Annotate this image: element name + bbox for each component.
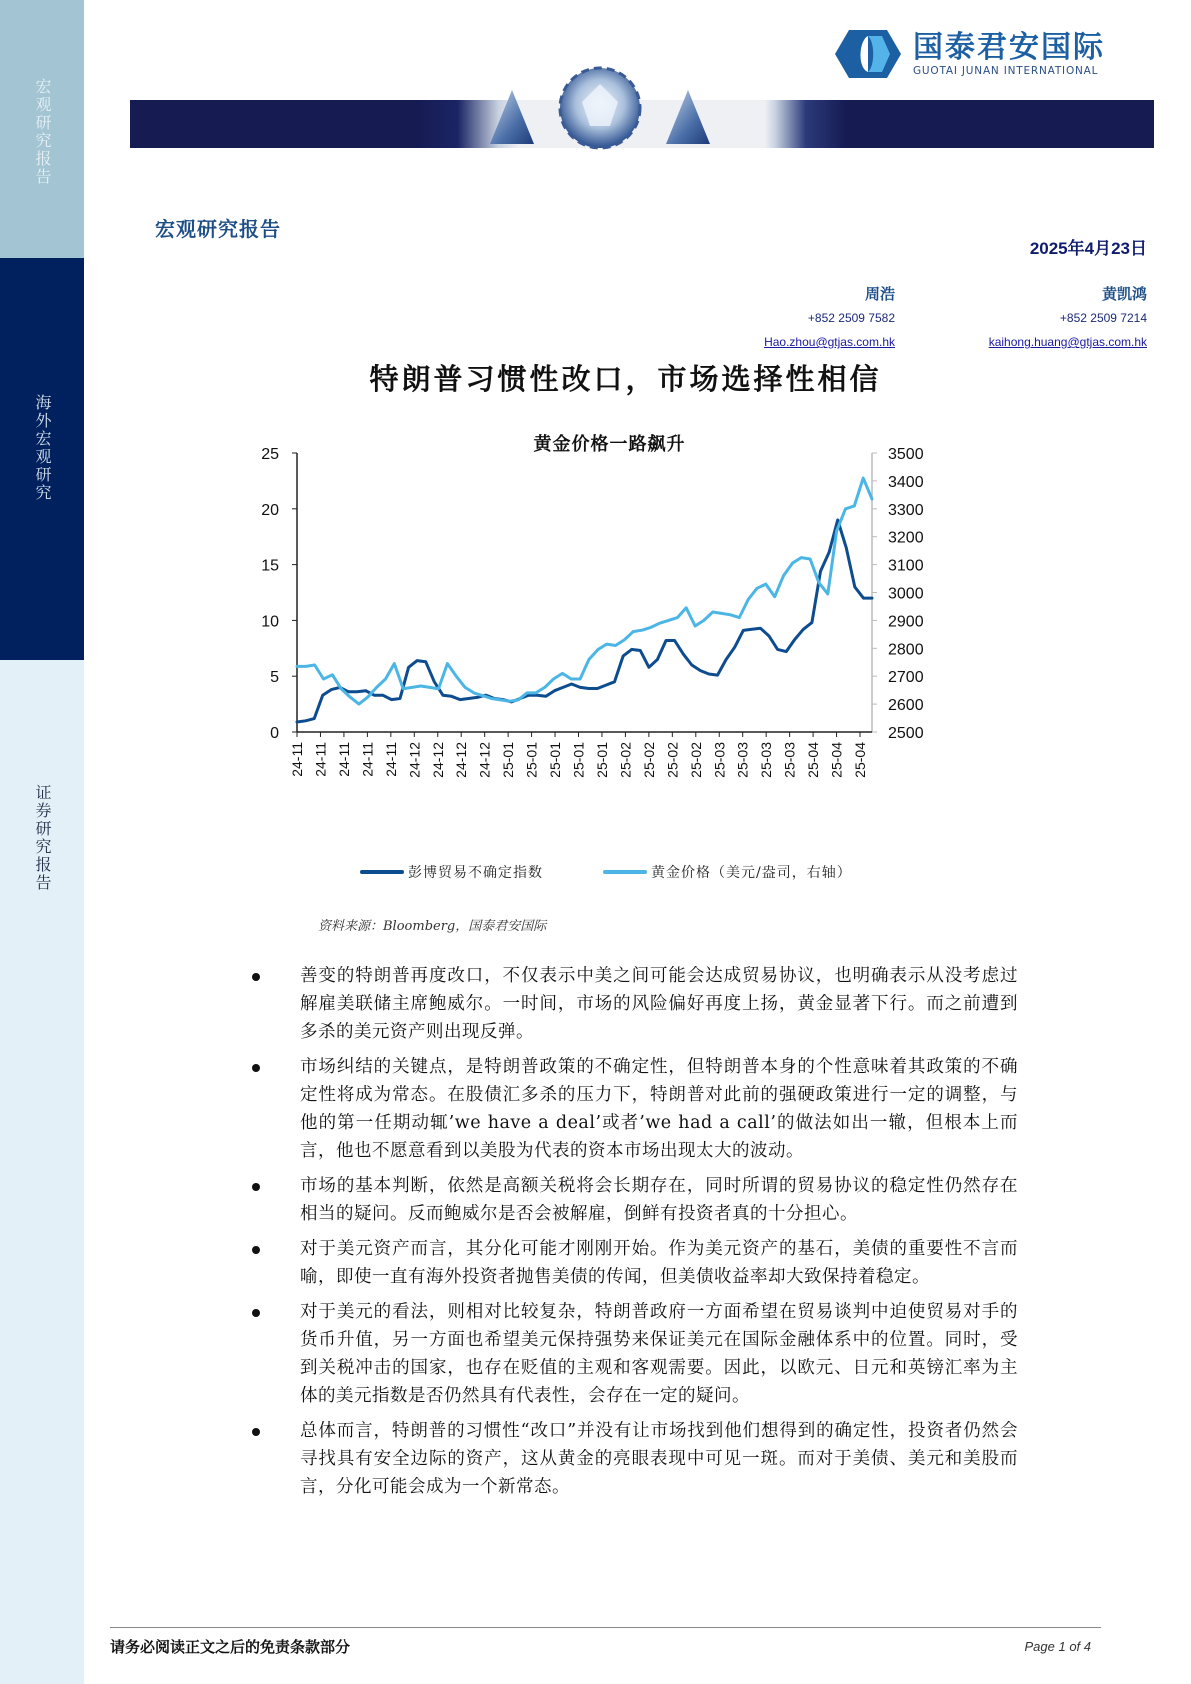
bullet-text: 对于美元的看法，则相对比较复杂，特朗普政府一方面希望在贸易谈判中迫使贸易对手的货币升值，另一方面也希望美元保持强势来保证美元在国际金融体系中的位置。同时，受到关税冲击的国家，也存在贬值的主观和客观需要。因此，以欧元、日元和英镑汇率为主体的美元指数是否仍然具有代表性，会存在一定的疑问。 bbox=[300, 1302, 1018, 1406]
svg-text:0: 0 bbox=[270, 725, 279, 742]
svg-text:2900: 2900 bbox=[888, 613, 924, 631]
svg-text:25-03: 25-03 bbox=[781, 742, 798, 778]
trade-uncertainty-line bbox=[297, 520, 872, 722]
svg-text:2500: 2500 bbox=[888, 725, 924, 742]
bullet-dot-icon bbox=[252, 973, 260, 981]
bullet-dot-icon bbox=[252, 1309, 260, 1317]
author-email-link[interactable]: kaihong.huang@gtjas.com.hk bbox=[988, 335, 1147, 349]
svg-text:25-01: 25-01 bbox=[547, 742, 564, 778]
svg-text:25-02: 25-02 bbox=[664, 742, 681, 778]
gold-vs-trade-uncertainty-chart bbox=[260, 446, 1000, 830]
legend-item-gold-price bbox=[603, 862, 852, 882]
bullet-text: 对于美元资产而言，其分化可能才刚刚开始。作为美元资产的基石，美债的重要性不言而喻，即使一直有海外投资者抛售美债的传闻，但美债收益率却大致保持着稳定。 bbox=[300, 1239, 1018, 1287]
chart-series bbox=[297, 478, 872, 722]
report-title: 特朗普习惯性改口，市场选择性相信 bbox=[369, 362, 882, 396]
svg-text:25-01: 25-01 bbox=[500, 742, 517, 778]
company-logo bbox=[835, 30, 1105, 78]
svg-text:15: 15 bbox=[261, 557, 279, 575]
svg-text:3100: 3100 bbox=[888, 557, 924, 575]
sidebar-label: 海外宏观研究 bbox=[33, 394, 52, 502]
svg-text:24-12: 24-12 bbox=[476, 742, 493, 778]
logo-chinese-name: 国泰君安国际 bbox=[913, 30, 1105, 65]
x-axis bbox=[289, 732, 872, 778]
bullet-point bbox=[248, 962, 1018, 1046]
svg-text:24-12: 24-12 bbox=[406, 742, 423, 778]
bullet-dot-icon bbox=[252, 1064, 260, 1072]
svg-text:25-02: 25-02 bbox=[617, 742, 634, 778]
svg-text:2800: 2800 bbox=[888, 641, 924, 659]
left-y-axis bbox=[261, 446, 297, 742]
author-phone: +852 2509 7214 bbox=[1059, 311, 1147, 325]
sidebar-label: 证券研究报告 bbox=[33, 784, 52, 892]
bullet-point bbox=[248, 1298, 1018, 1410]
sidebar-label: 宏观研究报告 bbox=[33, 78, 52, 186]
svg-text:3400: 3400 bbox=[888, 473, 924, 491]
author-phone: +852 2509 7582 bbox=[807, 311, 895, 325]
svg-text:25: 25 bbox=[261, 446, 279, 463]
author-email-link[interactable]: Hao.zhou@gtjas.com.hk bbox=[764, 335, 895, 349]
chart-legend bbox=[360, 862, 852, 882]
bullet-point bbox=[248, 1172, 1018, 1228]
legend-swatch bbox=[360, 870, 404, 874]
bullet-point bbox=[248, 1053, 1018, 1165]
svg-text:3200: 3200 bbox=[888, 529, 924, 547]
svg-text:25-03: 25-03 bbox=[734, 742, 751, 778]
svg-text:3000: 3000 bbox=[888, 585, 924, 603]
author-name: 黄凯鸿 bbox=[1101, 285, 1147, 303]
svg-text:24-11: 24-11 bbox=[312, 742, 329, 777]
legend-item-trade-uncertainty bbox=[360, 862, 543, 882]
svg-text:2700: 2700 bbox=[888, 669, 924, 687]
author-card bbox=[764, 283, 895, 351]
svg-text:5: 5 bbox=[270, 669, 279, 687]
svg-text:24-11: 24-11 bbox=[382, 742, 399, 777]
author-card bbox=[989, 283, 1147, 351]
svg-text:25-03: 25-03 bbox=[758, 742, 775, 778]
report-date: 2025年4月23日 bbox=[1029, 239, 1147, 258]
bullet-dot-icon bbox=[252, 1183, 260, 1191]
sidebar bbox=[0, 0, 84, 1684]
svg-text:25-01: 25-01 bbox=[570, 742, 587, 778]
footer-divider bbox=[110, 1627, 1101, 1628]
bullet-point bbox=[248, 1235, 1018, 1291]
svg-text:20: 20 bbox=[261, 501, 279, 519]
bullet-text: 市场纠结的关键点，是特朗普政策的不确定性，但特朗普本身的个性意味着其政策的不确定性将成为常态。在股债汇多杀的压力下，特朗普对此前的强硬政策进行一定的调整，与他的第一任期动辄’we have a deal’或者’we had a call’的做法如出一辙，但根本上而言，他也不愿意看到以美股为代表的资本市场出现太大的波动。 bbox=[300, 1057, 1018, 1161]
bullet-text: 总体而言，特朗普的习惯性“改口”并没有让市场找到他们想得到的确定性，投资者仍然会寻找具有安全边际的资产，这从黄金的亮眼表现中可见一斑。而对于美债、美元和美股而言，分化可能会成为一个新常态。 bbox=[300, 1421, 1018, 1497]
author-name: 周浩 bbox=[864, 285, 895, 303]
logo-english-name: GUOTAI JUNAN INTERNATIONAL bbox=[913, 65, 1099, 77]
svg-text:3300: 3300 bbox=[888, 501, 924, 519]
svg-text:25-02: 25-02 bbox=[640, 742, 657, 778]
svg-text:25-04: 25-04 bbox=[828, 742, 845, 778]
logo-mark-icon bbox=[835, 30, 901, 78]
bullet-text: 市场的基本判断，依然是高额关税将会长期存在，同时所谓的贸易协议的稳定性仍然存在相当的疑问。反而鲍威尔是否会被解雇，倒鲜有投资者真的十分担心。 bbox=[300, 1176, 1018, 1224]
svg-text:24-12: 24-12 bbox=[429, 742, 446, 778]
bullet-point bbox=[248, 1417, 1018, 1501]
chart-title: 黄金价格一路飙升 bbox=[533, 434, 686, 455]
sidebar-section-overseas-macro bbox=[0, 258, 84, 660]
svg-text:25-02: 25-02 bbox=[687, 742, 704, 778]
legend-label: 彭博贸易不确定指数 bbox=[408, 865, 543, 881]
page-number: Page 1 of 4 bbox=[1024, 1639, 1091, 1654]
svg-text:24-12: 24-12 bbox=[453, 742, 470, 778]
chart-source: 资料来源：Bloomberg，国泰君安国际 bbox=[318, 919, 547, 934]
footer-disclaimer: 请务必阅读正文之后的免责条款部分 bbox=[110, 1638, 351, 1656]
diamond-gems-icon bbox=[490, 62, 710, 154]
svg-text:25-04: 25-04 bbox=[852, 742, 868, 778]
legend-label: 黄金价格（美元/盎司，右轴） bbox=[651, 865, 852, 881]
svg-text:24-11: 24-11 bbox=[359, 742, 376, 777]
svg-text:24-11: 24-11 bbox=[335, 742, 352, 777]
report-type: 宏观研究报告 bbox=[155, 217, 281, 241]
gold-price-line bbox=[297, 478, 872, 704]
svg-text:3500: 3500 bbox=[888, 446, 924, 463]
legend-swatch bbox=[603, 870, 647, 874]
key-points-list bbox=[248, 962, 1018, 1508]
svg-text:25-04: 25-04 bbox=[805, 742, 822, 778]
svg-text:24-11: 24-11 bbox=[289, 742, 305, 777]
svg-text:25-01: 25-01 bbox=[523, 742, 540, 778]
sidebar-section-macro-report bbox=[0, 0, 84, 258]
svg-text:2600: 2600 bbox=[888, 697, 924, 715]
svg-text:25-01: 25-01 bbox=[593, 742, 610, 778]
sidebar-section-securities-report bbox=[0, 660, 84, 1684]
bullet-dot-icon bbox=[252, 1428, 260, 1436]
right-y-axis bbox=[872, 446, 924, 742]
bullet-dot-icon bbox=[252, 1246, 260, 1254]
svg-text:10: 10 bbox=[261, 613, 279, 631]
svg-text:25-03: 25-03 bbox=[711, 742, 728, 778]
bullet-text: 善变的特朗普再度改口，不仅表示中美之间可能会达成贸易协议，也明确表示从没考虑过解雇美联储主席鲍威尔。一时间，市场的风险偏好再度上扬，黄金显著下行。而之前遭到多杀的美元资产则出现反弹。 bbox=[300, 966, 1018, 1042]
